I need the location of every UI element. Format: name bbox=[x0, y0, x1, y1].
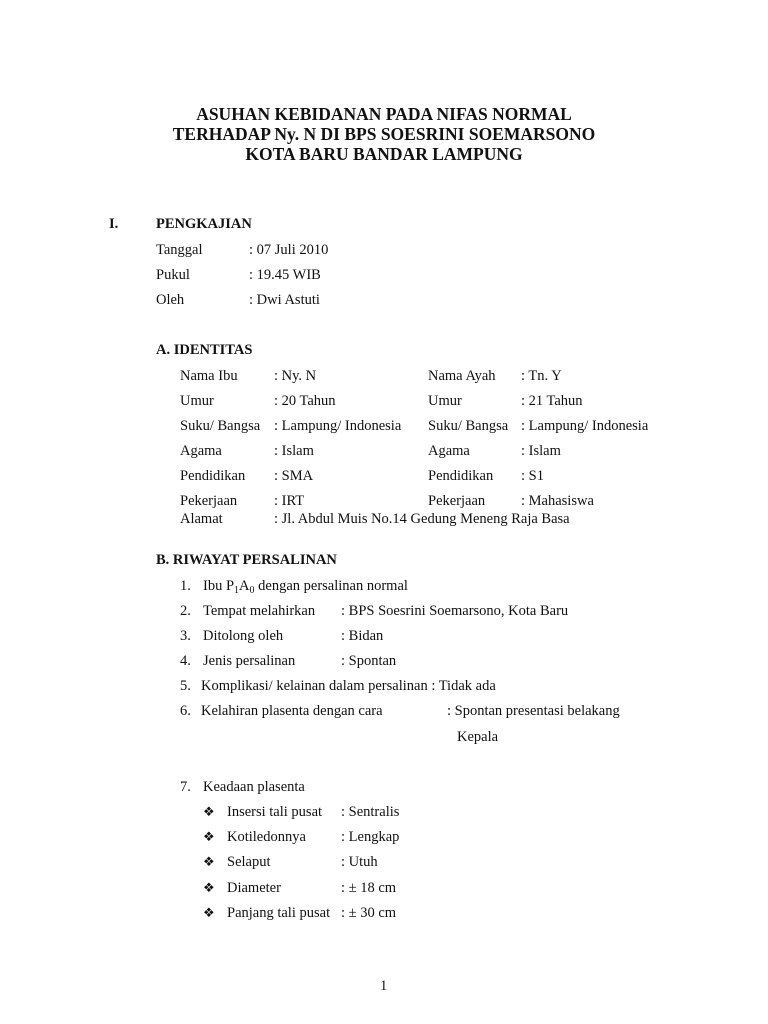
item-label: Jenis persalinan bbox=[203, 653, 296, 669]
identitas-value: : Islam bbox=[274, 443, 314, 459]
diamond-bullet-icon: ❖ bbox=[203, 854, 215, 869]
identitas-label: Suku/ Bangsa bbox=[180, 418, 261, 434]
riwayat-heading: B. RIWAYAT PERSALINAN bbox=[156, 552, 337, 568]
alamat-value: : Jl. Abdul Muis No.14 Gedung Meneng Raja Basa bbox=[274, 511, 570, 527]
identitas-value: : SMA bbox=[274, 468, 314, 484]
item-1-text-post: dengan persalinan normal bbox=[254, 578, 408, 594]
item-value: : BPS Soesrini Soemarsono, Kota Baru bbox=[341, 603, 569, 619]
identitas-label: Agama bbox=[180, 443, 222, 459]
item-value-continued: Kepala bbox=[457, 729, 499, 745]
identitas-value: : Islam bbox=[521, 443, 561, 459]
tanggal-value: : 07 Juli 2010 bbox=[249, 242, 329, 258]
identitas-label: Umur bbox=[180, 393, 214, 409]
identitas-label: Agama bbox=[428, 443, 470, 459]
item-value: : Spontan presentasi belakang bbox=[447, 703, 620, 719]
item-1-text-mid: A bbox=[239, 578, 250, 594]
identitas-value: : Tn. Y bbox=[521, 368, 562, 384]
identitas-label: Suku/ Bangsa bbox=[428, 418, 509, 434]
item-number: 6. bbox=[180, 703, 191, 719]
identitas-value: : Ny. N bbox=[274, 368, 317, 384]
identitas-value: : 20 Tahun bbox=[274, 393, 336, 409]
identitas-value: : Lampung/ Indonesia bbox=[274, 418, 402, 434]
item-label: Tempat melahirkan bbox=[203, 603, 316, 619]
pukul-label: Pukul bbox=[156, 267, 190, 283]
item-number: 3. bbox=[180, 628, 191, 644]
identitas-label: Pekerjaan bbox=[180, 493, 238, 509]
plasenta-label: Selaput bbox=[227, 854, 271, 870]
diamond-bullet-icon: ❖ bbox=[203, 804, 215, 819]
subscript-1: 1 bbox=[234, 585, 240, 596]
identitas-heading: A. IDENTITAS bbox=[156, 342, 253, 358]
section-number: I. bbox=[109, 216, 119, 232]
identitas-value: : 21 Tahun bbox=[521, 393, 583, 409]
plasenta-value: : Sentralis bbox=[341, 804, 400, 820]
tanggal-label: Tanggal bbox=[156, 242, 203, 258]
identitas-value: : Mahasiswa bbox=[521, 493, 594, 509]
identitas-value: : S1 bbox=[521, 468, 544, 484]
item-number: 2. bbox=[180, 603, 191, 619]
plasenta-value: : ± 18 cm bbox=[341, 880, 397, 896]
item-1-text bbox=[203, 577, 408, 597]
identitas-label: Pendidikan bbox=[428, 468, 494, 484]
title-line-1: ASUHAN KEBIDANAN PADA NIFAS NORMAL bbox=[196, 104, 572, 124]
item-value: : Spontan bbox=[341, 653, 397, 669]
item-label: Keadaan plasenta bbox=[203, 779, 305, 795]
plasenta-value: : Utuh bbox=[341, 854, 378, 870]
item-value: : Bidan bbox=[341, 628, 384, 644]
diamond-bullet-icon: ❖ bbox=[203, 829, 215, 844]
oleh-value: : Dwi Astuti bbox=[249, 292, 320, 308]
identitas-label: Pekerjaan bbox=[428, 493, 486, 509]
page-number: 1 bbox=[380, 978, 388, 994]
plasenta-label: Kotiledonnya bbox=[227, 829, 306, 845]
subscript-0: 0 bbox=[249, 585, 255, 596]
alamat-label: Alamat bbox=[180, 511, 223, 527]
plasenta-value: : ± 30 cm bbox=[341, 905, 397, 921]
oleh-label: Oleh bbox=[156, 292, 185, 308]
item-label: Kelahiran plasenta dengan cara bbox=[201, 703, 383, 719]
title-line-2: TERHADAP Ny. N DI BPS SOESRINI SOEMARSONO bbox=[172, 124, 596, 144]
diamond-bullet-icon: ❖ bbox=[203, 880, 215, 895]
plasenta-label: Panjang tali pusat bbox=[227, 905, 331, 921]
diamond-bullet-icon: ❖ bbox=[203, 905, 215, 920]
identitas-label: Pendidikan bbox=[180, 468, 246, 484]
item-1-text-pre: Ibu P bbox=[203, 578, 235, 594]
item-number: 4. bbox=[180, 653, 191, 669]
plasenta-label: Insersi tali pusat bbox=[227, 804, 323, 820]
pukul-value: : 19.45 WIB bbox=[249, 267, 321, 283]
plasenta-label: Diameter bbox=[227, 880, 281, 896]
identitas-value: : Lampung/ Indonesia bbox=[521, 418, 649, 434]
identitas-label: Nama Ayah bbox=[428, 368, 496, 384]
plasenta-value: : Lengkap bbox=[341, 829, 400, 845]
item-5-text: Komplikasi/ kelainan dalam persalinan : Tidak ada bbox=[201, 678, 496, 694]
identitas-value: : IRT bbox=[274, 493, 305, 509]
item-number: 1. bbox=[180, 578, 191, 594]
item-number: 7. bbox=[180, 779, 191, 795]
identitas-label: Nama Ibu bbox=[180, 368, 238, 384]
title-line-3: KOTA BARU BANDAR LAMPUNG bbox=[245, 144, 523, 164]
item-number: 5. bbox=[180, 678, 191, 694]
identitas-label: Umur bbox=[428, 393, 462, 409]
item-label: Ditolong oleh bbox=[203, 628, 284, 644]
section-heading: PENGKAJIAN bbox=[156, 216, 252, 232]
